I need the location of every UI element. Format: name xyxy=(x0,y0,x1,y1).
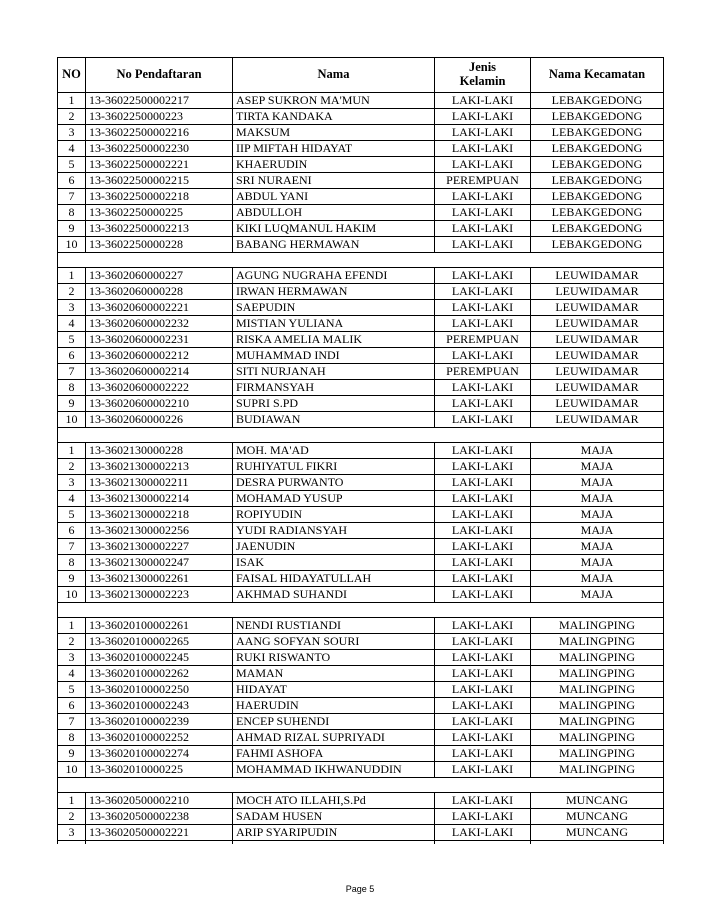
cell-no-pendaftaran: 13-36020600002231 xyxy=(86,332,233,348)
cell-no-pendaftaran: 13-36021300002256 xyxy=(86,523,233,539)
cell-nama-kecamatan: LEUWIDAMAR xyxy=(531,348,664,364)
cell-nama-kecamatan: LEUWIDAMAR xyxy=(531,300,664,316)
cell-no: 7 xyxy=(58,189,86,205)
cell-no: 3 xyxy=(58,650,86,666)
cell-jenis-kelamin: LAKI-LAKI xyxy=(435,380,531,396)
cell-no-pendaftaran: 13-36020100002243 xyxy=(86,698,233,714)
table-cutoff-cell xyxy=(86,841,233,845)
cell-nama-kecamatan: MALINGPING xyxy=(531,618,664,634)
cell-nama: AGUNG NUGRAHA EFENDI xyxy=(233,268,435,284)
cell-jenis-kelamin: LAKI-LAKI xyxy=(435,555,531,571)
cell-no: 6 xyxy=(58,348,86,364)
cell-nama-kecamatan: LEUWIDAMAR xyxy=(531,412,664,428)
cell-nama: KHAERUDIN xyxy=(233,157,435,173)
cell-nama: DESRA PURWANTO xyxy=(233,475,435,491)
cell-no: 1 xyxy=(58,793,86,809)
cell-no-pendaftaran: 13-36022500002218 xyxy=(86,189,233,205)
cell-jenis-kelamin: LAKI-LAKI xyxy=(435,714,531,730)
cell-nama-kecamatan: MAJA xyxy=(531,571,664,587)
cell-no-pendaftaran: 13-36021300002214 xyxy=(86,491,233,507)
cell-nama: BABANG HERMAWAN xyxy=(233,237,435,253)
cell-no-pendaftaran: 13-36022500002221 xyxy=(86,157,233,173)
table-row xyxy=(58,205,664,221)
table-row xyxy=(58,587,664,603)
cell-nama-kecamatan: MAJA xyxy=(531,523,664,539)
page-number-footer: Page 5 xyxy=(345,884,375,894)
cell-nama: RUKI RISWANTO xyxy=(233,650,435,666)
cell-no: 1 xyxy=(58,443,86,459)
table-row xyxy=(58,618,664,634)
cell-no: 8 xyxy=(58,380,86,396)
table-row xyxy=(58,682,664,698)
cell-no: 10 xyxy=(58,237,86,253)
cell-jenis-kelamin: LAKI-LAKI xyxy=(435,109,531,125)
cell-jenis-kelamin: LAKI-LAKI xyxy=(435,491,531,507)
table-row xyxy=(58,316,664,332)
table-row xyxy=(58,730,664,746)
cell-jenis-kelamin: LAKI-LAKI xyxy=(435,634,531,650)
cell-no-pendaftaran: 13-3602250000223 xyxy=(86,109,233,125)
table-row xyxy=(58,157,664,173)
cell-nama: FIRMANSYAH xyxy=(233,380,435,396)
cell-no-pendaftaran: 13-36020600002214 xyxy=(86,364,233,380)
table-row xyxy=(58,412,664,428)
cell-nama: MOH. MA'AD xyxy=(233,443,435,459)
column-header-nama-kecamatan: Nama Kecamatan xyxy=(531,58,664,93)
cell-nama: MOHAMMAD IKHWANUDDIN xyxy=(233,762,435,778)
cell-no-pendaftaran: 13-36020500002221 xyxy=(86,825,233,841)
cell-nama-kecamatan: LEUWIDAMAR xyxy=(531,396,664,412)
cell-nama-kecamatan: MALINGPING xyxy=(531,666,664,682)
cell-no: 8 xyxy=(58,555,86,571)
table-row xyxy=(58,173,664,189)
cell-nama: FAISAL HIDAYATULLAH xyxy=(233,571,435,587)
cell-no: 5 xyxy=(58,682,86,698)
table-row xyxy=(58,332,664,348)
cell-no-pendaftaran: 13-3602010000225 xyxy=(86,762,233,778)
cell-no-pendaftaran: 13-36020600002222 xyxy=(86,380,233,396)
cell-jenis-kelamin: LAKI-LAKI xyxy=(435,316,531,332)
cell-no-pendaftaran: 13-36020100002261 xyxy=(86,618,233,634)
cell-jenis-kelamin: LAKI-LAKI xyxy=(435,730,531,746)
cell-no-pendaftaran: 13-36022500002213 xyxy=(86,221,233,237)
section-spacer-row xyxy=(58,428,664,443)
cell-no: 8 xyxy=(58,730,86,746)
table-row xyxy=(58,698,664,714)
cell-nama: YUDI RADIANSYAH xyxy=(233,523,435,539)
section-spacer-cell xyxy=(58,778,664,793)
cell-no-pendaftaran: 13-36022500002216 xyxy=(86,125,233,141)
cell-nama-kecamatan: LEBAKGEDONG xyxy=(531,157,664,173)
cell-nama: MUHAMMAD INDI xyxy=(233,348,435,364)
table-row xyxy=(58,109,664,125)
cell-no-pendaftaran: 13-36020100002239 xyxy=(86,714,233,730)
cell-nama-kecamatan: LEBAKGEDONG xyxy=(531,221,664,237)
cell-no-pendaftaran: 13-36021300002247 xyxy=(86,555,233,571)
cell-nama: FAHMI ASHOFA xyxy=(233,746,435,762)
cell-jenis-kelamin: LAKI-LAKI xyxy=(435,221,531,237)
cell-no-pendaftaran: 13-36021300002227 xyxy=(86,539,233,555)
cell-no-pendaftaran: 13-3602060000227 xyxy=(86,268,233,284)
cell-nama-kecamatan: MALINGPING xyxy=(531,698,664,714)
cell-no: 2 xyxy=(58,459,86,475)
table-row xyxy=(58,555,664,571)
cell-jenis-kelamin: PEREMPUAN xyxy=(435,364,531,380)
cell-jenis-kelamin: LAKI-LAKI xyxy=(435,571,531,587)
cell-no: 6 xyxy=(58,173,86,189)
cell-no: 5 xyxy=(58,507,86,523)
cell-nama-kecamatan: LEBAKGEDONG xyxy=(531,205,664,221)
cell-no: 4 xyxy=(58,491,86,507)
table-row xyxy=(58,125,664,141)
cell-nama: HIDAYAT xyxy=(233,682,435,698)
table-row xyxy=(58,300,664,316)
cell-jenis-kelamin: LAKI-LAKI xyxy=(435,650,531,666)
cell-no: 3 xyxy=(58,300,86,316)
cell-jenis-kelamin: LAKI-LAKI xyxy=(435,507,531,523)
cell-nama-kecamatan: MAJA xyxy=(531,459,664,475)
cell-nama: ASEP SUKRON MA'MUN xyxy=(233,93,435,109)
cell-nama-kecamatan: LEBAKGEDONG xyxy=(531,173,664,189)
cell-no: 4 xyxy=(58,666,86,682)
cell-no: 9 xyxy=(58,221,86,237)
cell-no-pendaftaran: 13-36021300002213 xyxy=(86,459,233,475)
table-row xyxy=(58,507,664,523)
cell-no-pendaftaran: 13-3602060000226 xyxy=(86,412,233,428)
cell-no-pendaftaran: 13-36020500002210 xyxy=(86,793,233,809)
table-cutoff-row xyxy=(58,841,664,845)
cell-nama: ABDULLOH xyxy=(233,205,435,221)
table-row xyxy=(58,491,664,507)
cell-jenis-kelamin: LAKI-LAKI xyxy=(435,205,531,221)
cell-jenis-kelamin: LAKI-LAKI xyxy=(435,762,531,778)
cell-nama: SRI NURAENI xyxy=(233,173,435,189)
cell-nama-kecamatan: MAJA xyxy=(531,507,664,523)
table-row xyxy=(58,93,664,109)
cell-nama-kecamatan: LEBAKGEDONG xyxy=(531,109,664,125)
cell-jenis-kelamin: LAKI-LAKI xyxy=(435,809,531,825)
table-row xyxy=(58,666,664,682)
cell-nama: MAMAN xyxy=(233,666,435,682)
cell-nama: KIKI LUQMANUL HAKIM xyxy=(233,221,435,237)
cell-no-pendaftaran: 13-36021300002261 xyxy=(86,571,233,587)
cell-nama-kecamatan: MALINGPING xyxy=(531,634,664,650)
cell-jenis-kelamin: LAKI-LAKI xyxy=(435,682,531,698)
cell-nama: AHMAD RIZAL SUPRIYADI xyxy=(233,730,435,746)
cell-no: 10 xyxy=(58,412,86,428)
cell-no-pendaftaran: 13-36020100002252 xyxy=(86,730,233,746)
cell-nama-kecamatan: LEBAKGEDONG xyxy=(531,141,664,157)
table-row xyxy=(58,459,664,475)
cell-nama: TIRTA KANDAKA xyxy=(233,109,435,125)
cell-nama: NENDI RUSTIANDI xyxy=(233,618,435,634)
cell-nama-kecamatan: LEBAKGEDONG xyxy=(531,125,664,141)
table-row xyxy=(58,189,664,205)
table-row xyxy=(58,364,664,380)
section-spacer-cell xyxy=(58,253,664,268)
table-cutoff-cell xyxy=(531,841,664,845)
cell-jenis-kelamin: LAKI-LAKI xyxy=(435,284,531,300)
cell-no-pendaftaran: 13-36020100002245 xyxy=(86,650,233,666)
cell-jenis-kelamin: LAKI-LAKI xyxy=(435,587,531,603)
cell-no-pendaftaran: 13-3602250000225 xyxy=(86,205,233,221)
cell-no-pendaftaran: 13-36021300002211 xyxy=(86,475,233,491)
cell-no: 1 xyxy=(58,618,86,634)
cell-nama: MOHAMAD YUSUP xyxy=(233,491,435,507)
table-row xyxy=(58,396,664,412)
cell-jenis-kelamin: LAKI-LAKI xyxy=(435,268,531,284)
cell-nama-kecamatan: LEUWIDAMAR xyxy=(531,316,664,332)
cell-nama: RUHIYATUL FIKRI xyxy=(233,459,435,475)
cell-no: 2 xyxy=(58,284,86,300)
table-row xyxy=(58,746,664,762)
cell-nama-kecamatan: MALINGPING xyxy=(531,714,664,730)
cell-no: 3 xyxy=(58,825,86,841)
cell-no-pendaftaran: 13-36021300002223 xyxy=(86,587,233,603)
table-row xyxy=(58,380,664,396)
column-header-jenis-kelamin-label: Jenis Kelamin xyxy=(459,60,506,88)
table-row xyxy=(58,475,664,491)
cell-no-pendaftaran: 13-3602060000228 xyxy=(86,284,233,300)
cell-nama: BUDIAWAN xyxy=(233,412,435,428)
cell-nama-kecamatan: LEUWIDAMAR xyxy=(531,268,664,284)
cell-no-pendaftaran: 13-36020100002265 xyxy=(86,634,233,650)
cell-jenis-kelamin: LAKI-LAKI xyxy=(435,618,531,634)
cell-nama: SAEPUDIN xyxy=(233,300,435,316)
cell-nama-kecamatan: MAJA xyxy=(531,475,664,491)
cell-nama-kecamatan: MALINGPING xyxy=(531,762,664,778)
cell-no: 2 xyxy=(58,109,86,125)
section-spacer-row xyxy=(58,603,664,618)
cell-jenis-kelamin: LAKI-LAKI xyxy=(435,237,531,253)
table-row xyxy=(58,443,664,459)
cell-no: 7 xyxy=(58,364,86,380)
cell-no: 3 xyxy=(58,125,86,141)
cell-no: 7 xyxy=(58,539,86,555)
cell-no-pendaftaran: 13-3602250000228 xyxy=(86,237,233,253)
table-row xyxy=(58,141,664,157)
cell-jenis-kelamin: LAKI-LAKI xyxy=(435,396,531,412)
cell-nama: IIP MIFTAH HIDAYAT xyxy=(233,141,435,157)
table-row xyxy=(58,793,664,809)
column-header-no-pendaftaran: No Pendaftaran xyxy=(86,58,233,93)
cell-no-pendaftaran: 13-36020100002274 xyxy=(86,746,233,762)
cell-jenis-kelamin: LAKI-LAKI xyxy=(435,412,531,428)
cell-jenis-kelamin: LAKI-LAKI xyxy=(435,141,531,157)
table-row xyxy=(58,348,664,364)
column-header-jenis-kelamin xyxy=(435,58,531,93)
cell-no: 10 xyxy=(58,587,86,603)
cell-jenis-kelamin: LAKI-LAKI xyxy=(435,793,531,809)
cell-nama-kecamatan: MAJA xyxy=(531,443,664,459)
cell-jenis-kelamin: LAKI-LAKI xyxy=(435,825,531,841)
cell-nama-kecamatan: MALINGPING xyxy=(531,650,664,666)
table-row xyxy=(58,634,664,650)
cell-nama: IRWAN HERMAWAN xyxy=(233,284,435,300)
cell-no-pendaftaran: 13-36020600002232 xyxy=(86,316,233,332)
cell-no: 5 xyxy=(58,157,86,173)
cell-no-pendaftaran: 13-36022500002215 xyxy=(86,173,233,189)
cell-jenis-kelamin: LAKI-LAKI xyxy=(435,189,531,205)
cell-no-pendaftaran: 13-36020600002210 xyxy=(86,396,233,412)
registration-table xyxy=(57,57,664,844)
column-header-nama: Nama xyxy=(233,58,435,93)
cell-no-pendaftaran: 13-36020600002212 xyxy=(86,348,233,364)
cell-no: 6 xyxy=(58,698,86,714)
cell-jenis-kelamin: LAKI-LAKI xyxy=(435,300,531,316)
table-row xyxy=(58,237,664,253)
cell-nama-kecamatan: MAJA xyxy=(531,587,664,603)
cell-jenis-kelamin: LAKI-LAKI xyxy=(435,523,531,539)
table-header-row xyxy=(58,58,664,93)
cell-no: 4 xyxy=(58,141,86,157)
cell-nama: AANG SOFYAN SOURI xyxy=(233,634,435,650)
cell-nama-kecamatan: LEUWIDAMAR xyxy=(531,380,664,396)
cell-no: 8 xyxy=(58,205,86,221)
cell-nama-kecamatan: LEBAKGEDONG xyxy=(531,93,664,109)
cell-jenis-kelamin: LAKI-LAKI xyxy=(435,666,531,682)
cell-jenis-kelamin: LAKI-LAKI xyxy=(435,93,531,109)
section-spacer-cell xyxy=(58,603,664,618)
cell-no-pendaftaran: 13-36022500002230 xyxy=(86,141,233,157)
cell-no: 6 xyxy=(58,523,86,539)
cell-no: 2 xyxy=(58,809,86,825)
cell-nama: HAERUDIN xyxy=(233,698,435,714)
cell-nama-kecamatan: LEUWIDAMAR xyxy=(531,332,664,348)
section-spacer-row xyxy=(58,778,664,793)
table-cutoff-cell xyxy=(435,841,531,845)
cell-nama: JAENUDIN xyxy=(233,539,435,555)
cell-no: 3 xyxy=(58,475,86,491)
table-row xyxy=(58,523,664,539)
cell-nama-kecamatan: MALINGPING xyxy=(531,746,664,762)
cell-no-pendaftaran: 13-36020100002250 xyxy=(86,682,233,698)
table-row xyxy=(58,809,664,825)
cell-nama: SADAM HUSEN xyxy=(233,809,435,825)
table-body xyxy=(58,93,664,845)
table-row xyxy=(58,539,664,555)
cell-no-pendaftaran: 13-36022500002217 xyxy=(86,93,233,109)
table-cutoff-cell xyxy=(233,841,435,845)
cell-no-pendaftaran: 13-3602130000228 xyxy=(86,443,233,459)
cell-no: 1 xyxy=(58,268,86,284)
cell-nama-kecamatan: MUNCANG xyxy=(531,809,664,825)
table-row xyxy=(58,268,664,284)
section-spacer-cell xyxy=(58,428,664,443)
cell-nama-kecamatan: LEUWIDAMAR xyxy=(531,284,664,300)
column-header-no: NO xyxy=(58,58,86,93)
cell-nama: MAKSUM xyxy=(233,125,435,141)
cell-jenis-kelamin: LAKI-LAKI xyxy=(435,443,531,459)
cell-jenis-kelamin: LAKI-LAKI xyxy=(435,746,531,762)
cell-nama-kecamatan: MUNCANG xyxy=(531,825,664,841)
section-spacer-row xyxy=(58,253,664,268)
table-row xyxy=(58,221,664,237)
cell-no: 9 xyxy=(58,746,86,762)
cell-nama-kecamatan: MALINGPING xyxy=(531,682,664,698)
cell-no-pendaftaran: 13-36020600002221 xyxy=(86,300,233,316)
cell-no: 9 xyxy=(58,571,86,587)
table-cutoff-cell xyxy=(58,841,86,845)
cell-nama: ENCEP SUHENDI xyxy=(233,714,435,730)
cell-no: 9 xyxy=(58,396,86,412)
cell-jenis-kelamin: LAKI-LAKI xyxy=(435,459,531,475)
cell-jenis-kelamin: LAKI-LAKI xyxy=(435,125,531,141)
cell-no: 7 xyxy=(58,714,86,730)
cell-nama: MOCH ATO ILLAHI,S.Pd xyxy=(233,793,435,809)
cell-nama: ABDUL YANI xyxy=(233,189,435,205)
table-row xyxy=(58,714,664,730)
cell-jenis-kelamin: PEREMPUAN xyxy=(435,173,531,189)
cell-nama-kecamatan: LEBAKGEDONG xyxy=(531,237,664,253)
cell-nama-kecamatan: MAJA xyxy=(531,555,664,571)
cell-nama: ARIP SYARIPUDIN xyxy=(233,825,435,841)
cell-nama: RISKA AMELIA MALIK xyxy=(233,332,435,348)
cell-nama: SITI NURJANAH xyxy=(233,364,435,380)
cell-nama: MISTIAN YULIANA xyxy=(233,316,435,332)
cell-nama-kecamatan: LEBAKGEDONG xyxy=(531,189,664,205)
cell-no: 5 xyxy=(58,332,86,348)
cell-nama: AKHMAD SUHANDI xyxy=(233,587,435,603)
cell-no: 2 xyxy=(58,634,86,650)
table-row xyxy=(58,284,664,300)
cell-jenis-kelamin: LAKI-LAKI xyxy=(435,475,531,491)
table-row xyxy=(58,825,664,841)
table-row xyxy=(58,650,664,666)
cell-no-pendaftaran: 13-36021300002218 xyxy=(86,507,233,523)
table-row xyxy=(58,762,664,778)
cell-jenis-kelamin: LAKI-LAKI xyxy=(435,539,531,555)
cell-no: 4 xyxy=(58,316,86,332)
cell-nama-kecamatan: LEUWIDAMAR xyxy=(531,364,664,380)
cell-nama: SUPRI S.PD xyxy=(233,396,435,412)
cell-nama: ISAK xyxy=(233,555,435,571)
cell-jenis-kelamin: LAKI-LAKI xyxy=(435,348,531,364)
cell-jenis-kelamin: PEREMPUAN xyxy=(435,332,531,348)
cell-no-pendaftaran: 13-36020500002238 xyxy=(86,809,233,825)
table-row xyxy=(58,571,664,587)
cell-jenis-kelamin: LAKI-LAKI xyxy=(435,157,531,173)
cell-nama-kecamatan: MAJA xyxy=(531,539,664,555)
cell-nama: ROPIYUDIN xyxy=(233,507,435,523)
cell-no-pendaftaran: 13-36020100002262 xyxy=(86,666,233,682)
cell-no: 1 xyxy=(58,93,86,109)
cell-jenis-kelamin: LAKI-LAKI xyxy=(435,698,531,714)
cell-nama-kecamatan: MAJA xyxy=(531,491,664,507)
cell-nama-kecamatan: MALINGPING xyxy=(531,730,664,746)
cell-no: 10 xyxy=(58,762,86,778)
cell-nama-kecamatan: MUNCANG xyxy=(531,793,664,809)
